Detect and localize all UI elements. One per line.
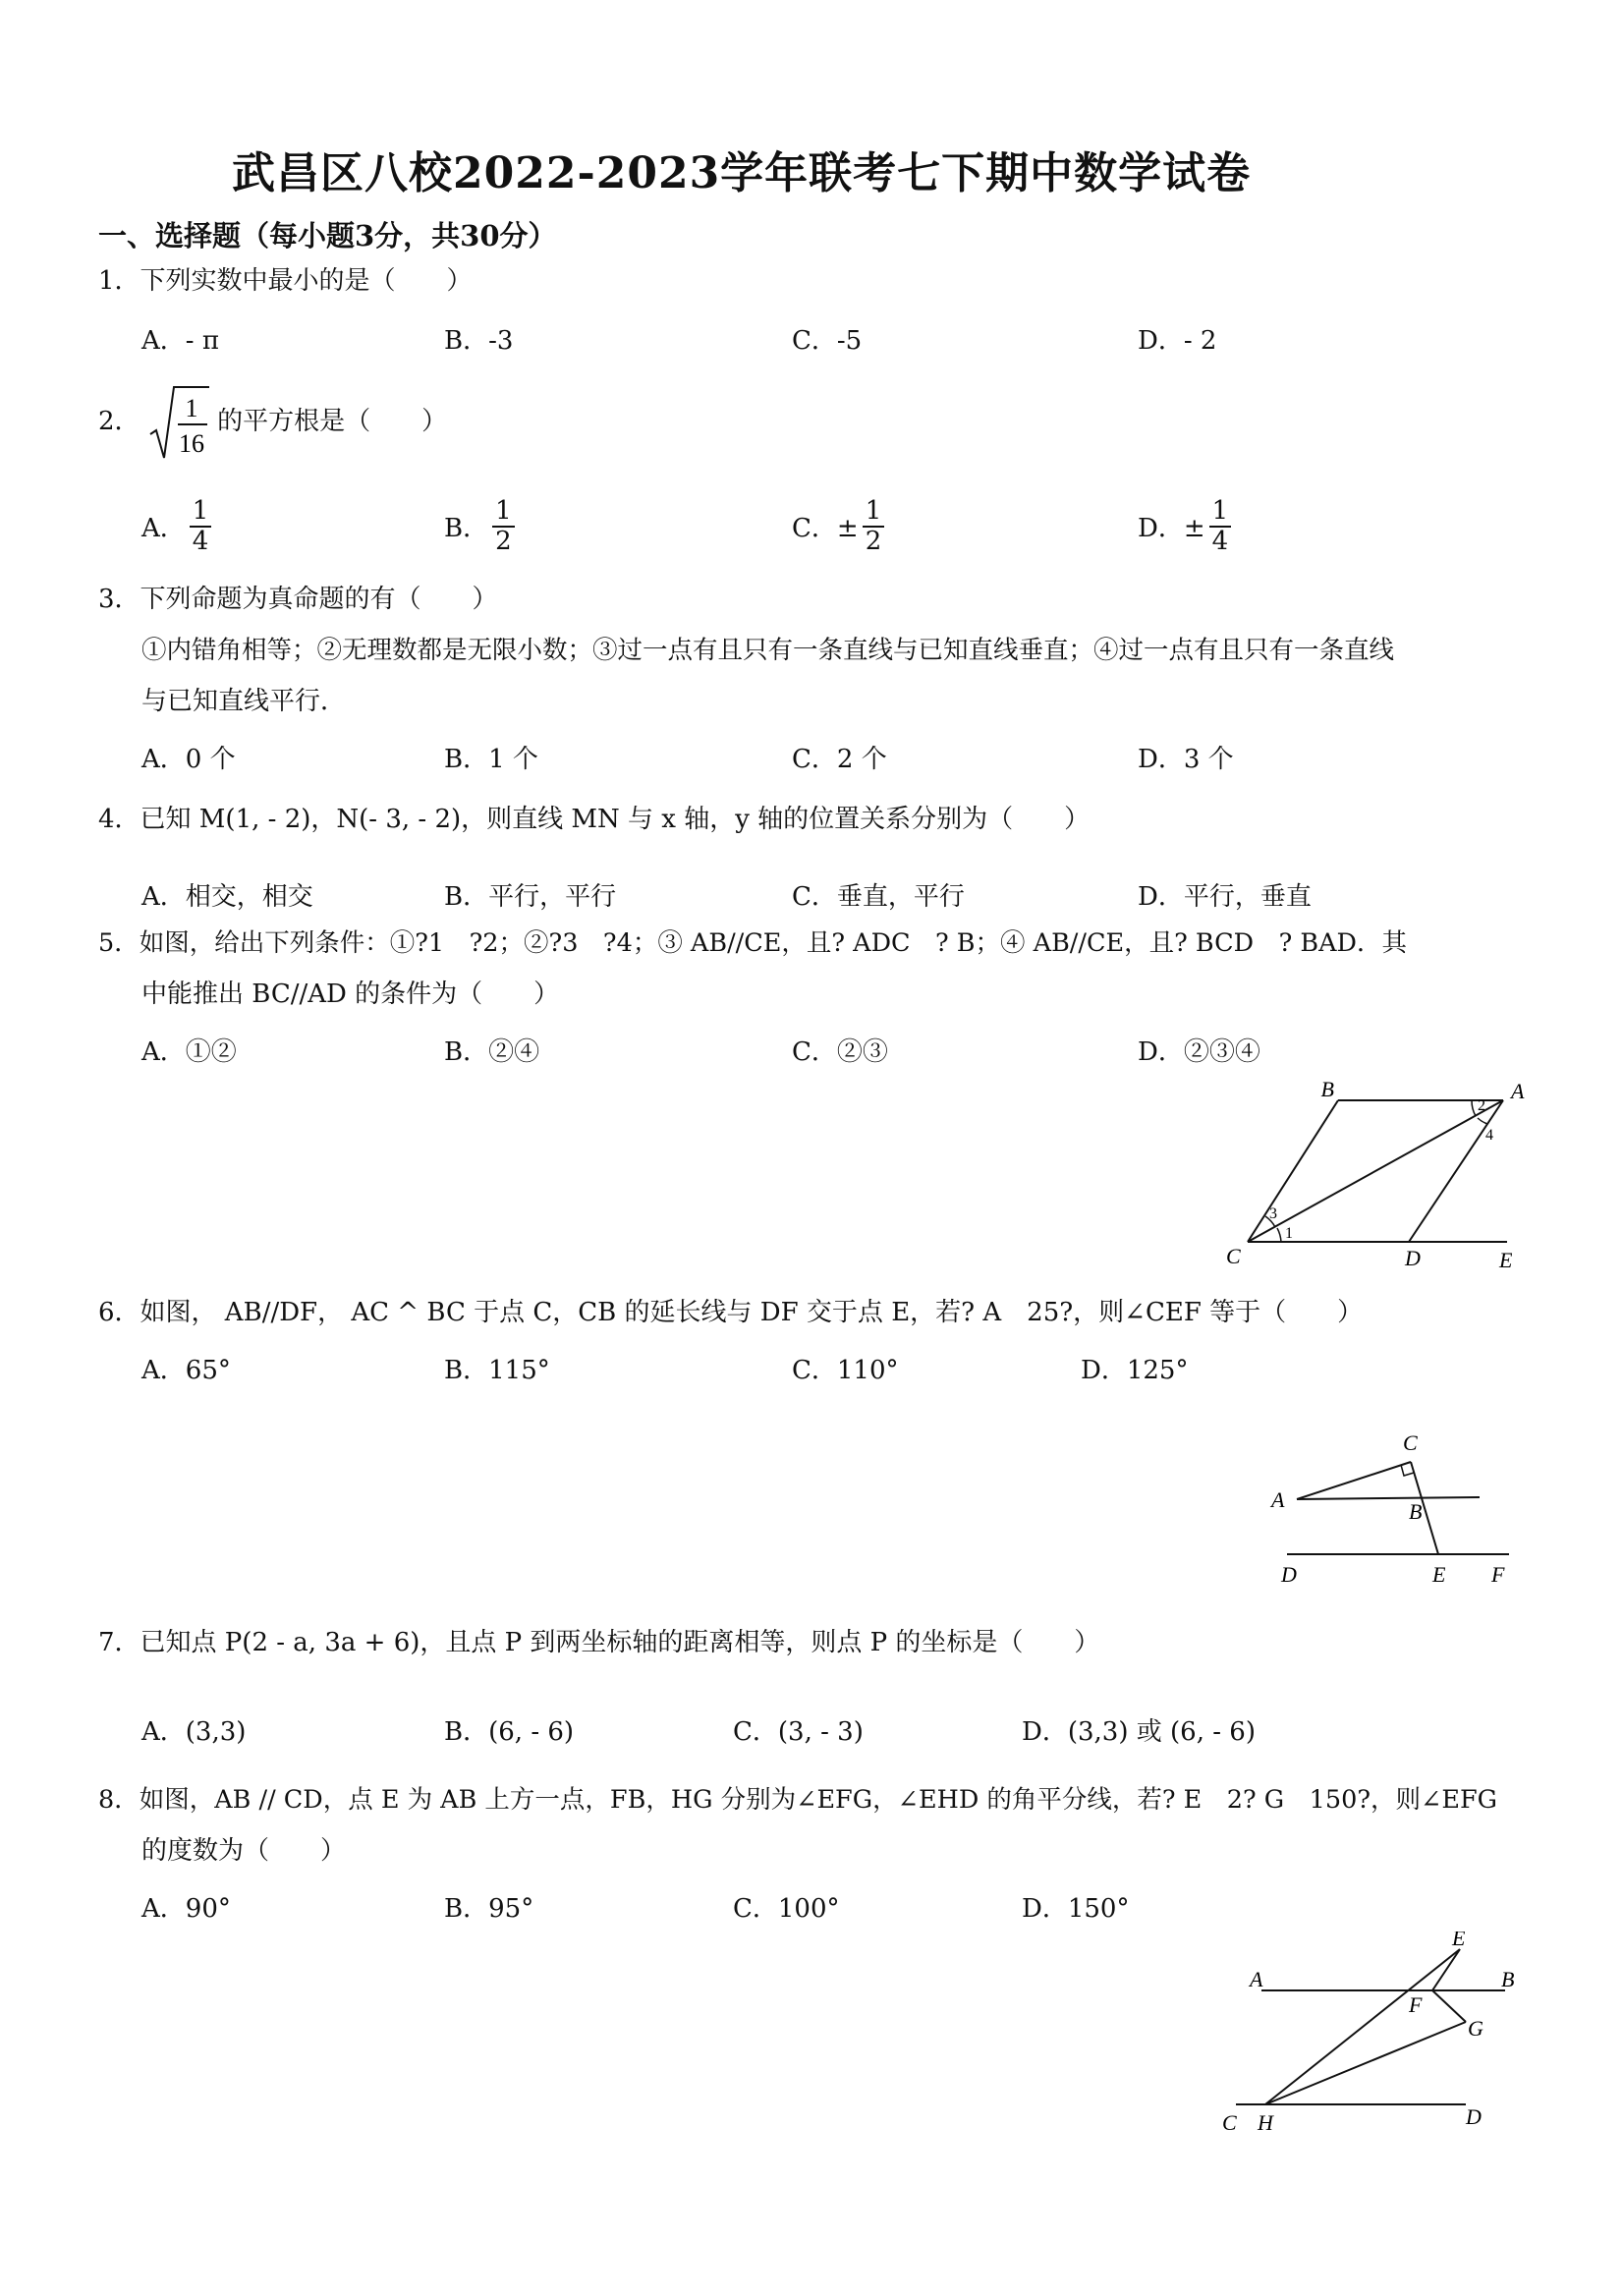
- question-2: [98, 383, 447, 462]
- question-stem: 如图， AB//DF， AC ^ BC 于点 C，CB 的延长线与 DF 交于点 E，若? A 25?，则∠CEF 等于（ ）: [140, 1298, 1364, 1327]
- point-label-b: B: [1409, 1499, 1423, 1524]
- q2-option-c[interactable]: C．± $\frac{1}{2}$: [792, 497, 888, 555]
- q6-geometry-figure: [1258, 1421, 1523, 1597]
- fraction: $\frac{1}{2}$: [492, 497, 515, 555]
- q8-option-a[interactable]: A．90°: [141, 1894, 231, 1924]
- question-number: 2．: [98, 407, 140, 437]
- fraction: $\frac{1}{4}$: [190, 497, 212, 555]
- q1-option-a[interactable]: A．- π: [141, 326, 219, 356]
- point-label-f: F: [1491, 1562, 1505, 1587]
- question-1: [98, 265, 473, 299]
- question-stem-line-1: 如图，给出下列条件：①?1 ?2；②?3 ?4；③ AB//CE，且? ADC ? B；④ AB//CE，且? BCD ? BAD．其: [139, 928, 1407, 958]
- q5-option-a[interactable]: A．①②: [141, 1037, 237, 1067]
- question-stem: 下列命题为真命题的有（ ）: [140, 585, 498, 614]
- point-label-e: E: [1499, 1248, 1513, 1272]
- point-label-e: E: [1432, 1562, 1446, 1587]
- q8-geometry-figure: [1214, 1932, 1529, 2138]
- point-label-a: A: [1511, 1081, 1525, 1103]
- question-stem: 已知点 P(2 - a, 3a + 6)，且点 P 到两坐标轴的距离相等，则点 P 的坐标是（ ）: [140, 1628, 1100, 1657]
- q6-option-d[interactable]: D．125°: [1081, 1356, 1189, 1385]
- q4-option-d[interactable]: D．平行，垂直: [1138, 882, 1312, 912]
- point-label-a: A: [1271, 1487, 1285, 1512]
- point-label-b: B: [1320, 1081, 1334, 1101]
- q1-option-b[interactable]: B．-3: [444, 326, 514, 356]
- question-6: [98, 1297, 1363, 1330]
- q7-option-c[interactable]: C．(3, - 3): [733, 1717, 864, 1747]
- point-label-c: C: [1403, 1430, 1418, 1455]
- question-stem: 已知 M(1, - 2)，N(- 3, - 2)，则直线 MN 与 x 轴，y 轴的位置关系分别为（ ）: [140, 805, 1091, 834]
- question-number: 1．: [98, 266, 140, 296]
- q7-option-d[interactable]: D．(3,3) 或 (6, - 6): [1022, 1717, 1256, 1747]
- q3-option-d[interactable]: D．3 个: [1138, 745, 1234, 774]
- q5-option-c[interactable]: C．②③: [792, 1037, 888, 1067]
- question-5: [98, 927, 1407, 960]
- section-header: 一、选择题（每小题3分，共30分）: [98, 219, 557, 252]
- q6-option-c[interactable]: C．110°: [792, 1356, 899, 1385]
- point-label-g: G: [1468, 2016, 1483, 2041]
- q2-option-b[interactable]: B． $\frac{1}{2}$: [444, 497, 519, 555]
- point-label-e: E: [1452, 1932, 1466, 1950]
- question-3: [98, 584, 498, 617]
- point-label-h: H: [1258, 2110, 1273, 2135]
- q1-option-d[interactable]: D．- 2: [1138, 326, 1217, 356]
- point-label-b: B: [1501, 1967, 1515, 1991]
- question-8: [98, 1784, 1497, 1817]
- q3-statements-line-2: 与已知直线平行．: [141, 687, 347, 716]
- q1-option-c[interactable]: C．-5: [792, 326, 863, 356]
- question-number: 3．: [98, 585, 140, 614]
- question-number: 4．: [98, 805, 140, 834]
- q3-option-b[interactable]: B．1 个: [444, 745, 538, 774]
- point-label-c: C: [1222, 2110, 1237, 2135]
- q8-option-d[interactable]: D．150°: [1022, 1894, 1130, 1924]
- q8-option-b[interactable]: B．95°: [444, 1894, 534, 1924]
- q6-option-b[interactable]: B．115°: [444, 1356, 550, 1385]
- question-stem: 的平方根是（ ）: [217, 407, 448, 437]
- question-4: [98, 804, 1090, 837]
- q2-option-a[interactable]: A． $\frac{1}{4}$: [141, 497, 215, 555]
- q8-option-c[interactable]: C．100°: [733, 1894, 840, 1924]
- question-stem: 下列实数中最小的是（ ）: [140, 266, 473, 296]
- point-label-c: C: [1226, 1244, 1241, 1268]
- q5-geometry-figure: [1218, 1081, 1533, 1277]
- q5-stem-line-2: 中能推出 BC//AD 的条件为（ ）: [141, 980, 560, 1009]
- question-number: 5．: [98, 928, 140, 958]
- sqrt-expression: [148, 383, 209, 462]
- point-label-d: D: [1405, 1246, 1421, 1270]
- angle-label-4: 4: [1485, 1127, 1493, 1144]
- sqrt-radical-icon: [148, 383, 209, 462]
- fraction: $\frac{1}{4}$: [1209, 497, 1232, 555]
- question-stem-line-1: 如图，AB // CD，点 E 为 AB 上方一点，FB，HG 分别为∠EFG，∠EHD 的角平分线，若? E 2? G 150?，则∠EFG: [139, 1785, 1498, 1815]
- q3-option-c[interactable]: C．2 个: [792, 745, 887, 774]
- sqrt-numerator: 1: [185, 394, 198, 422]
- page-title: 武昌区八校2022-2023学年联考七下期中数学试卷: [232, 148, 1252, 198]
- question-number: 7．: [98, 1628, 140, 1657]
- q8-stem-line-2: 的度数为（ ）: [141, 1836, 347, 1866]
- q7-option-a[interactable]: A．(3,3): [141, 1717, 247, 1747]
- q4-option-a[interactable]: A．相交，相交: [141, 882, 313, 912]
- angle-label-3: 3: [1269, 1205, 1277, 1222]
- q6-option-a[interactable]: A．65°: [141, 1356, 231, 1385]
- point-label-a: A: [1250, 1967, 1263, 1991]
- angle-label-2: 2: [1478, 1097, 1485, 1114]
- question-number: 8．: [98, 1785, 140, 1815]
- q7-option-b[interactable]: B．(6, - 6): [444, 1717, 575, 1747]
- angle-label-1: 1: [1285, 1225, 1293, 1242]
- sqrt-denominator: 16: [178, 429, 204, 458]
- q4-option-b[interactable]: B．平行，平行: [444, 882, 617, 912]
- q3-statements-line-1: ①内错角相等；②无理数都是无限小数；③过一点有且只有一条直线与已知直线垂直；④过一点有且只有一条直线: [141, 636, 1395, 665]
- q2-option-d[interactable]: D．± $\frac{1}{4}$: [1138, 497, 1235, 555]
- point-label-f: F: [1409, 1992, 1423, 2017]
- q3-option-a[interactable]: A．0 个: [141, 745, 236, 774]
- q5-option-d[interactable]: D．②③④: [1138, 1037, 1260, 1067]
- q5-option-b[interactable]: B．②④: [444, 1037, 540, 1067]
- q4-option-c[interactable]: C．垂直，平行: [792, 882, 965, 912]
- point-label-d: D: [1466, 2104, 1482, 2129]
- question-number: 6．: [98, 1298, 140, 1327]
- question-7: [98, 1627, 1099, 1660]
- point-label-d: D: [1281, 1562, 1297, 1587]
- fraction: $\frac{1}{2}$: [863, 497, 885, 555]
